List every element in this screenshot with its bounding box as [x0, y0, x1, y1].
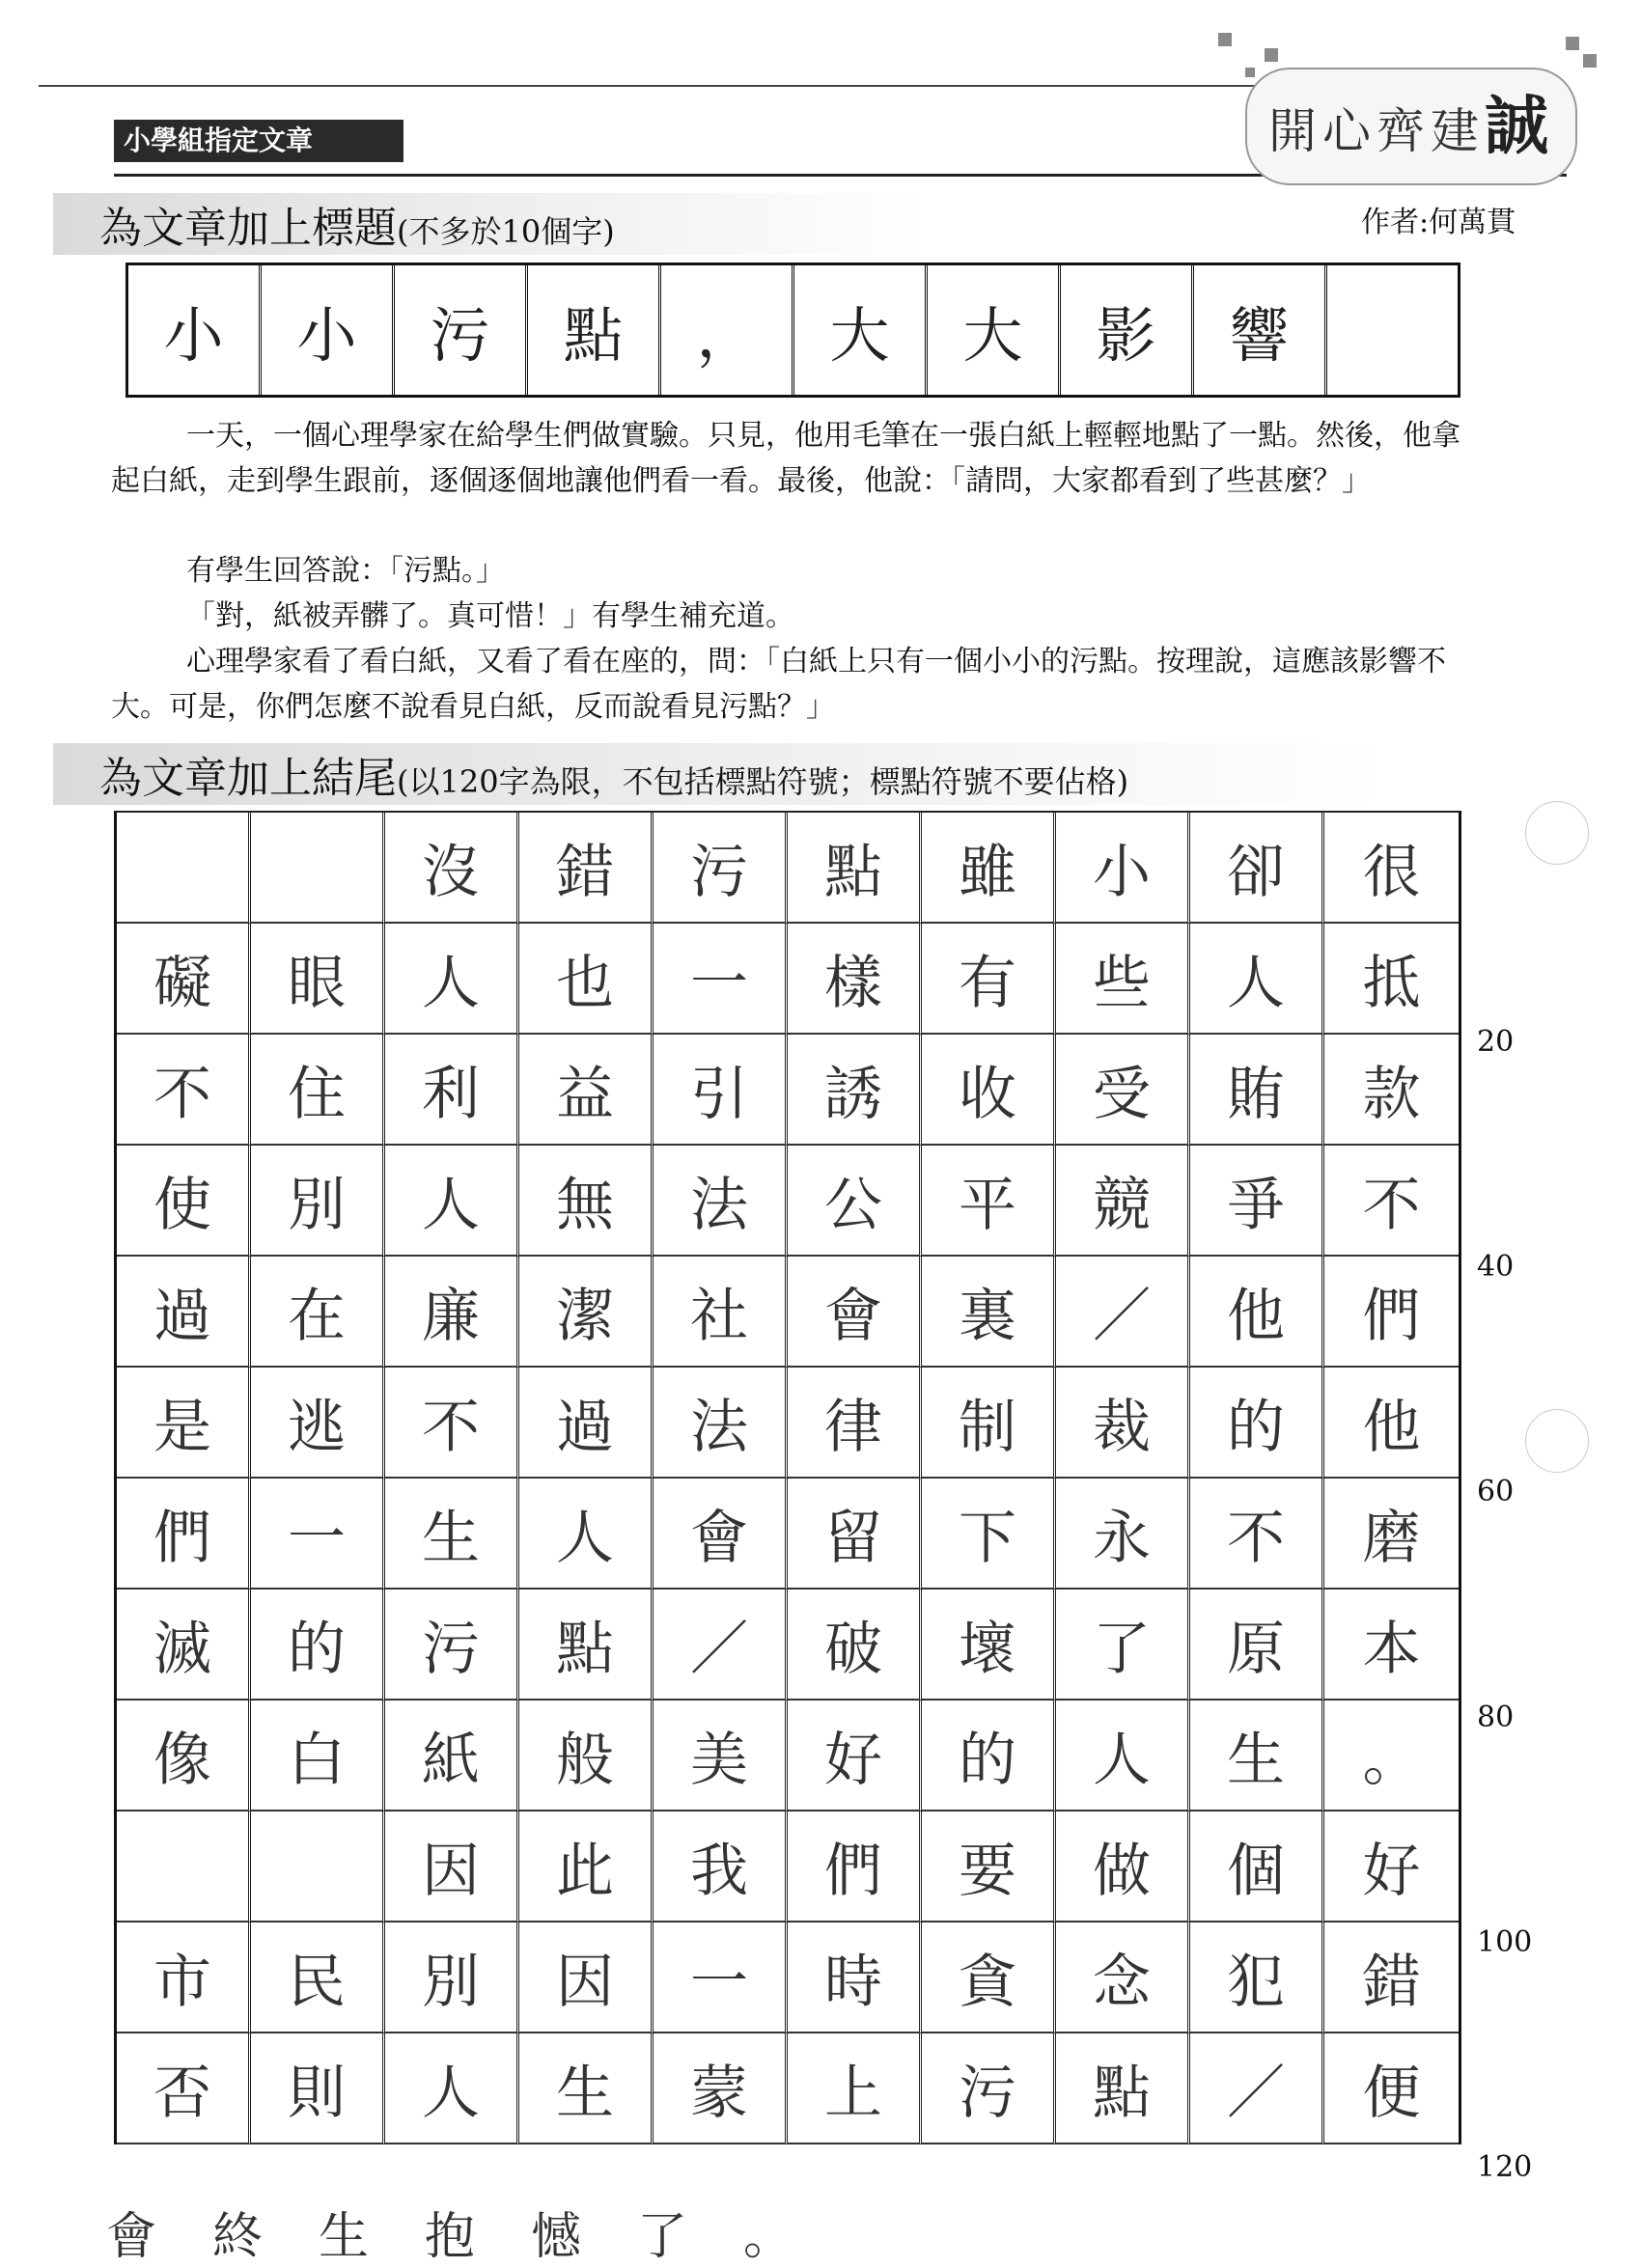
grid-cell: 沒	[385, 813, 519, 924]
grid-cell: 生	[385, 1479, 519, 1590]
count-label: 60	[1477, 1475, 1515, 1508]
grid-cell: 貪	[922, 1922, 1056, 2033]
grid-cell: 時	[788, 1922, 922, 2033]
overflow-text: 會終生抱憾了。	[106, 2208, 850, 2266]
grid-cell: 紙	[385, 1701, 519, 1812]
grid-cell: 民	[251, 1922, 385, 2033]
grid-cell: ／	[1056, 1257, 1190, 1368]
grid-cell	[117, 813, 251, 924]
logo-emphasis: 誠	[1485, 89, 1554, 163]
grid-cell: 他	[1324, 1368, 1459, 1479]
author: 作者:何萬貫	[1361, 206, 1516, 239]
title-cell: 響	[1194, 265, 1327, 395]
grid-cell: 犯	[1190, 1922, 1324, 2033]
decor-square	[1245, 68, 1255, 77]
grid-cell: 過	[519, 1368, 654, 1479]
grid-cell: 受	[1056, 1035, 1190, 1146]
decor-square	[1566, 37, 1579, 50]
count-label: 20	[1477, 1025, 1515, 1059]
grid-cell: 們	[1324, 1257, 1459, 1368]
grid-cell: 人	[519, 1479, 654, 1590]
count-label: 120	[1477, 2150, 1533, 2184]
grid-cell: 生	[519, 2033, 654, 2144]
grid-cell: 他	[1190, 1257, 1324, 1368]
grid-cell: 雖	[922, 813, 1056, 924]
grid-cell: 污	[922, 2033, 1056, 2144]
grid-cell: 磨	[1324, 1479, 1459, 1590]
grid-cell: 是	[117, 1368, 251, 1479]
grid-cell: 裏	[922, 1257, 1056, 1368]
grid-cell: 像	[117, 1701, 251, 1812]
grid-cell: 法	[654, 1146, 788, 1257]
ending-heading-text: 為文章加上結尾	[99, 754, 397, 803]
logo	[1245, 68, 1577, 185]
title-cell: 大	[928, 265, 1061, 395]
grid-cell: 別	[385, 1922, 519, 2033]
grid-cell: 會	[788, 1257, 922, 1368]
grid-cell: 不	[117, 1035, 251, 1146]
grid-cell: 便	[1324, 2033, 1459, 2144]
grid-cell: 在	[251, 1257, 385, 1368]
grid-cell: 廉	[385, 1257, 519, 1368]
grid-cell: 引	[654, 1035, 788, 1146]
logo-text: 開心齊建	[1268, 103, 1485, 159]
grid-cell: 人	[385, 1146, 519, 1257]
count-label: 100	[1477, 1925, 1533, 1959]
grid-cell: 點	[788, 813, 922, 924]
grid-cell: 此	[519, 1812, 654, 1922]
grid-cell: 賄	[1190, 1035, 1324, 1146]
grid-cell: 公	[788, 1146, 922, 1257]
title-cell: 大	[794, 265, 928, 395]
ending-heading-note: (以120字為限，不包括標點符號；標點符號不要佔格)	[397, 763, 1129, 800]
title-cell: 點	[528, 265, 661, 395]
grid-cell: 原	[1190, 1590, 1324, 1701]
grid-cell: 本	[1324, 1590, 1459, 1701]
grid-cell: 平	[922, 1146, 1056, 1257]
grid-cell: 款	[1324, 1035, 1459, 1146]
title-heading	[53, 193, 930, 255]
article-paragraph: 心理學家看了看白紙，又看了看在座的，問：「白紙上只有一個小小的污點。按理說，這應該影響不大。可是，你們怎麼不說看見白紙，反而說看見污點？」	[111, 645, 1446, 724]
grid-cell: 卻	[1190, 813, 1324, 924]
grid-cell: 點	[519, 1590, 654, 1701]
grid-cell: 。	[1324, 1701, 1459, 1812]
title-cell	[1327, 265, 1458, 395]
grid-cell: 些	[1056, 924, 1190, 1035]
grid-cell: 污	[385, 1590, 519, 1701]
decor-square	[1218, 33, 1232, 46]
grid-cell: 壞	[922, 1590, 1056, 1701]
grid-cell: 收	[922, 1035, 1056, 1146]
count-label: 80	[1477, 1701, 1515, 1734]
punch-hole	[1525, 1409, 1589, 1473]
grid-cell: 制	[922, 1368, 1056, 1479]
grid-cell	[251, 1812, 385, 1922]
grid-cell: 人	[385, 2033, 519, 2144]
grid-cell: 不	[1324, 1146, 1459, 1257]
grid-cell: 的	[251, 1590, 385, 1701]
grid-cell: 一	[654, 1922, 788, 2033]
grid-cell: 也	[519, 924, 654, 1035]
grid-cell: 使	[117, 1146, 251, 1257]
grid-cell: 人	[385, 924, 519, 1035]
grid-cell: 因	[519, 1922, 654, 2033]
grid-cell: 否	[117, 2033, 251, 2144]
grid-cell: 美	[654, 1701, 788, 1812]
grid-cell: 了	[1056, 1590, 1190, 1701]
grid-cell: 有	[922, 924, 1056, 1035]
section-label: 小學組指定文章	[114, 120, 403, 162]
grid-cell: 社	[654, 1257, 788, 1368]
grid-cell: ／	[1190, 2033, 1324, 2144]
grid-cell: 污	[654, 813, 788, 924]
grid-cell: 誘	[788, 1035, 922, 1146]
title-cell: ，	[661, 265, 794, 395]
grid-cell: 破	[788, 1590, 922, 1701]
grid-cell: 爭	[1190, 1146, 1324, 1257]
grid-cell: 錯	[519, 813, 654, 924]
grid-cell: 般	[519, 1701, 654, 1812]
grid-cell: 要	[922, 1812, 1056, 1922]
grid-cell: 一	[251, 1479, 385, 1590]
answer-grid	[114, 811, 1461, 2144]
title-heading-note: (不多於10個字)	[397, 213, 615, 250]
grid-cell: 下	[922, 1479, 1056, 1590]
decor-square	[1265, 48, 1278, 62]
grid-cell: 無	[519, 1146, 654, 1257]
grid-cell: 永	[1056, 1479, 1190, 1590]
grid-cell: 別	[251, 1146, 385, 1257]
grid-cell: 人	[1190, 924, 1324, 1035]
grid-cell: 裁	[1056, 1368, 1190, 1479]
grid-cell: 逃	[251, 1368, 385, 1479]
title-cell: 污	[395, 265, 528, 395]
grid-cell: 利	[385, 1035, 519, 1146]
title-cell: 影	[1061, 265, 1194, 395]
grid-cell: 念	[1056, 1922, 1190, 2033]
grid-cell: 競	[1056, 1146, 1190, 1257]
grid-cell: 律	[788, 1368, 922, 1479]
grid-cell	[251, 813, 385, 924]
grid-cell: 滅	[117, 1590, 251, 1701]
grid-cell: 點	[1056, 2033, 1190, 2144]
grid-cell: 因	[385, 1812, 519, 1922]
grid-cell: 樣	[788, 924, 922, 1035]
grid-cell: 人	[1056, 1701, 1190, 1812]
grid-cell: 的	[922, 1701, 1056, 1812]
article-paragraph: 一天，一個心理學家在給學生們做實驗。只見，他用毛筆在一張白紙上輕輕地點了一點。然後，他拿起白紙，走到學生跟前，逐個逐個地讓他們看一看。最後，他說：「請問，大家都看到了些甚麼？」	[111, 419, 1460, 498]
grid-cell: 上	[788, 2033, 922, 2144]
grid-cell: 生	[1190, 1701, 1324, 1812]
grid-cell: 一	[654, 924, 788, 1035]
grid-cell: 法	[654, 1368, 788, 1479]
grid-cell: 小	[1056, 813, 1190, 924]
grid-cell: 蒙	[654, 2033, 788, 2144]
grid-cell: ／	[654, 1590, 788, 1701]
grid-cell: 錯	[1324, 1922, 1459, 2033]
title-grid	[125, 263, 1460, 398]
grid-cell	[117, 1812, 251, 1922]
punch-hole	[1525, 801, 1589, 865]
grid-cell: 很	[1324, 813, 1459, 924]
article-paragraph: 「對，紙被弄髒了。真可惜！」有學生補充道。	[186, 599, 794, 633]
grid-cell: 們	[788, 1812, 922, 1922]
grid-cell: 不	[385, 1368, 519, 1479]
grid-cell: 留	[788, 1479, 922, 1590]
article-paragraph: 有學生回答說：「污點。」	[186, 554, 505, 588]
grid-cell: 眼	[251, 924, 385, 1035]
grid-cell: 住	[251, 1035, 385, 1146]
count-label: 40	[1477, 1250, 1515, 1284]
title-cell: 小	[128, 265, 262, 395]
title-cell: 小	[262, 265, 395, 395]
ending-heading	[53, 743, 1383, 805]
grid-cell: 會	[654, 1479, 788, 1590]
decor-square	[1583, 54, 1597, 68]
grid-cell: 不	[1190, 1479, 1324, 1590]
grid-cell: 礙	[117, 924, 251, 1035]
grid-cell: 做	[1056, 1812, 1190, 1922]
grid-cell: 抵	[1324, 924, 1459, 1035]
grid-cell: 好	[1324, 1812, 1459, 1922]
grid-cell: 益	[519, 1035, 654, 1146]
grid-cell: 白	[251, 1701, 385, 1812]
title-heading-text: 為文章加上標題	[99, 204, 397, 253]
grid-cell: 好	[788, 1701, 922, 1812]
grid-cell: 個	[1190, 1812, 1324, 1922]
grid-cell: 過	[117, 1257, 251, 1368]
grid-cell: 潔	[519, 1257, 654, 1368]
grid-cell: 市	[117, 1922, 251, 2033]
grid-cell: 我	[654, 1812, 788, 1922]
grid-cell: 則	[251, 2033, 385, 2144]
grid-cell: 們	[117, 1479, 251, 1590]
grid-cell: 的	[1190, 1368, 1324, 1479]
